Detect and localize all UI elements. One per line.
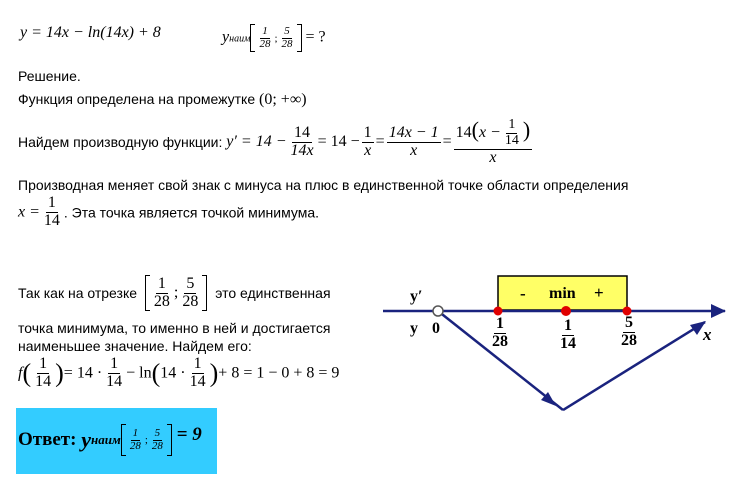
derivative-line: Найдем производную функции: y′ = 14 − $\frac{14}{14x}$ = 14 − $\frac{1}{x}$ = $\frac{14x - 1}{x}$ = 14(x − $\frac{1}{14}$ ) x: [18, 117, 531, 166]
tick-5-28: $\frac{5}{28}$: [621, 314, 637, 349]
plus-sign: +: [594, 283, 604, 302]
segment-line-2: точка минимума, то именно в ней и достигается: [18, 320, 331, 336]
domain-line: Функция определена на промежутке (0; +∞): [18, 91, 307, 108]
zero-point: [433, 306, 443, 316]
function-formula: y = 14x − ln(14x) + 8: [20, 24, 161, 41]
zero-label: 0: [432, 320, 440, 337]
answer-line: Ответ: yнаим $\frac{1}{28}$ ; $\frac{5}{28}$ = 9: [18, 424, 202, 456]
min-point-line: x = $\frac{1}{14}$ . Эта точка является точкой минимума.: [18, 194, 320, 229]
tick-1-14: $\frac{1}{14}$: [560, 317, 576, 352]
evaluation-line: f( $\frac{1}{14}$ )= 14 · $\frac{1}{14}$ − ln(14 · $\frac{1}{14}$ )+ 8 = 1 − 0 + 8 = 9: [18, 355, 340, 390]
min-label: min: [549, 285, 576, 302]
sign-change-text: Производная меняет свой знак с минуса на плюс в единственной точке области определения: [18, 177, 629, 193]
y-label: y: [410, 320, 418, 337]
x-axis-label: x: [703, 325, 712, 344]
point-1-14: [561, 306, 571, 316]
solution-heading: Решение.: [18, 68, 81, 84]
problem-question: yнаим $\frac{1}{28}$ ; $\frac{5}{28}$ = ?: [222, 24, 326, 52]
axis-arrow-icon: [711, 304, 726, 318]
segment-line-1: Так как на отрезке $\frac{1}{28}$ ; $\frac{5}{28}$ это единственная: [18, 274, 331, 310]
segment-line-3: наименьшее значение. Найдем его:: [18, 338, 252, 354]
tick-1-28: $\frac{1}{28}$: [492, 315, 508, 350]
minus-sign: -: [520, 284, 526, 303]
y-prime-label: y′: [410, 288, 423, 305]
